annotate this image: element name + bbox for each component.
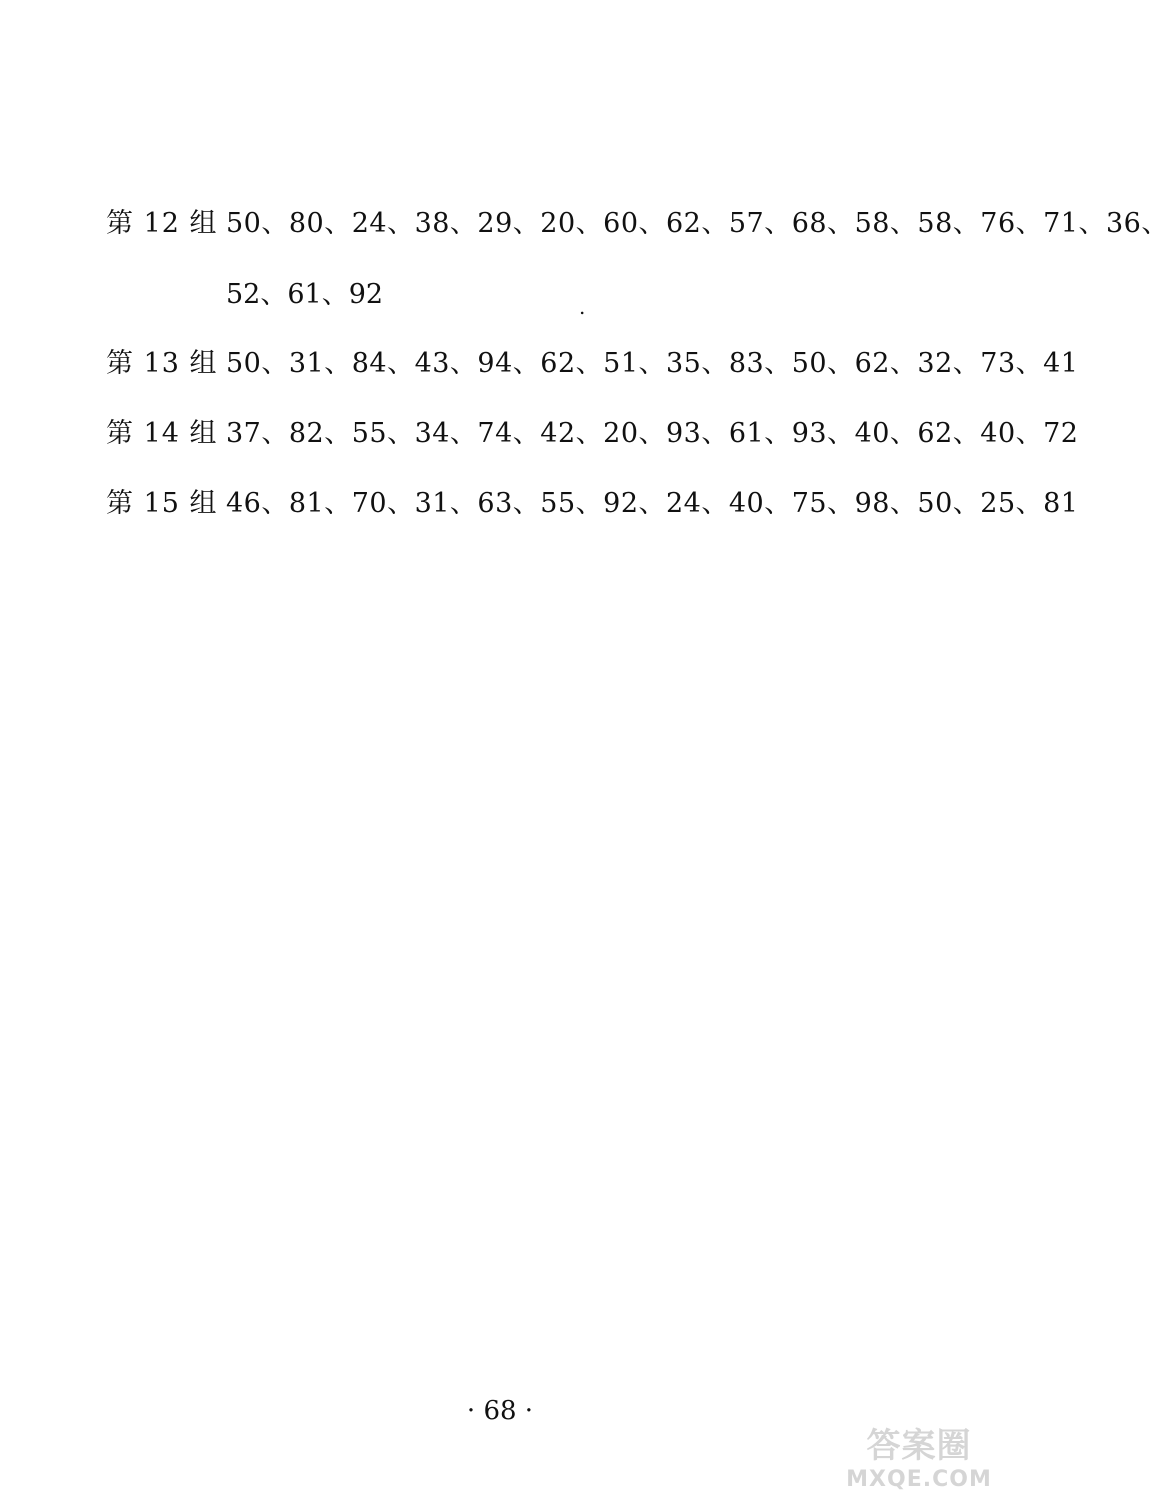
stray-mark: . <box>579 295 586 319</box>
watermark-logo <box>844 1403 994 1507</box>
page-number: · 68 · <box>466 1396 534 1426</box>
group-label: 第 12 组 <box>106 208 218 239</box>
group-numbers: 37、82、55、34、74、42、20、93、61、93、40、62、40、72 <box>226 418 1079 449</box>
group-label: 第 14 组 <box>106 418 218 449</box>
group-numbers: 50、80、24、38、29、20、60、62、57、68、58、58、76、71、36、 <box>226 208 1169 239</box>
group-14-row <box>106 420 1079 447</box>
group-numbers: 50、31、84、43、94、62、51、35、83、50、62、32、73、41 <box>226 348 1079 379</box>
group-label: 第 13 组 <box>106 348 218 379</box>
group-13-row <box>106 350 1079 377</box>
group-12-row <box>106 210 1169 237</box>
group-15-row <box>106 490 1079 517</box>
watermark-text-bottom: MXQE.COM <box>846 1467 992 1492</box>
watermark-text-top: 答案圈 <box>866 1426 972 1466</box>
group-label: 第 15 组 <box>106 488 218 519</box>
group-numbers: 46、81、70、31、63、55、92、24、40、75、98、50、25、81 <box>226 488 1079 519</box>
group-12-continuation: 52、61、92 <box>226 279 384 310</box>
